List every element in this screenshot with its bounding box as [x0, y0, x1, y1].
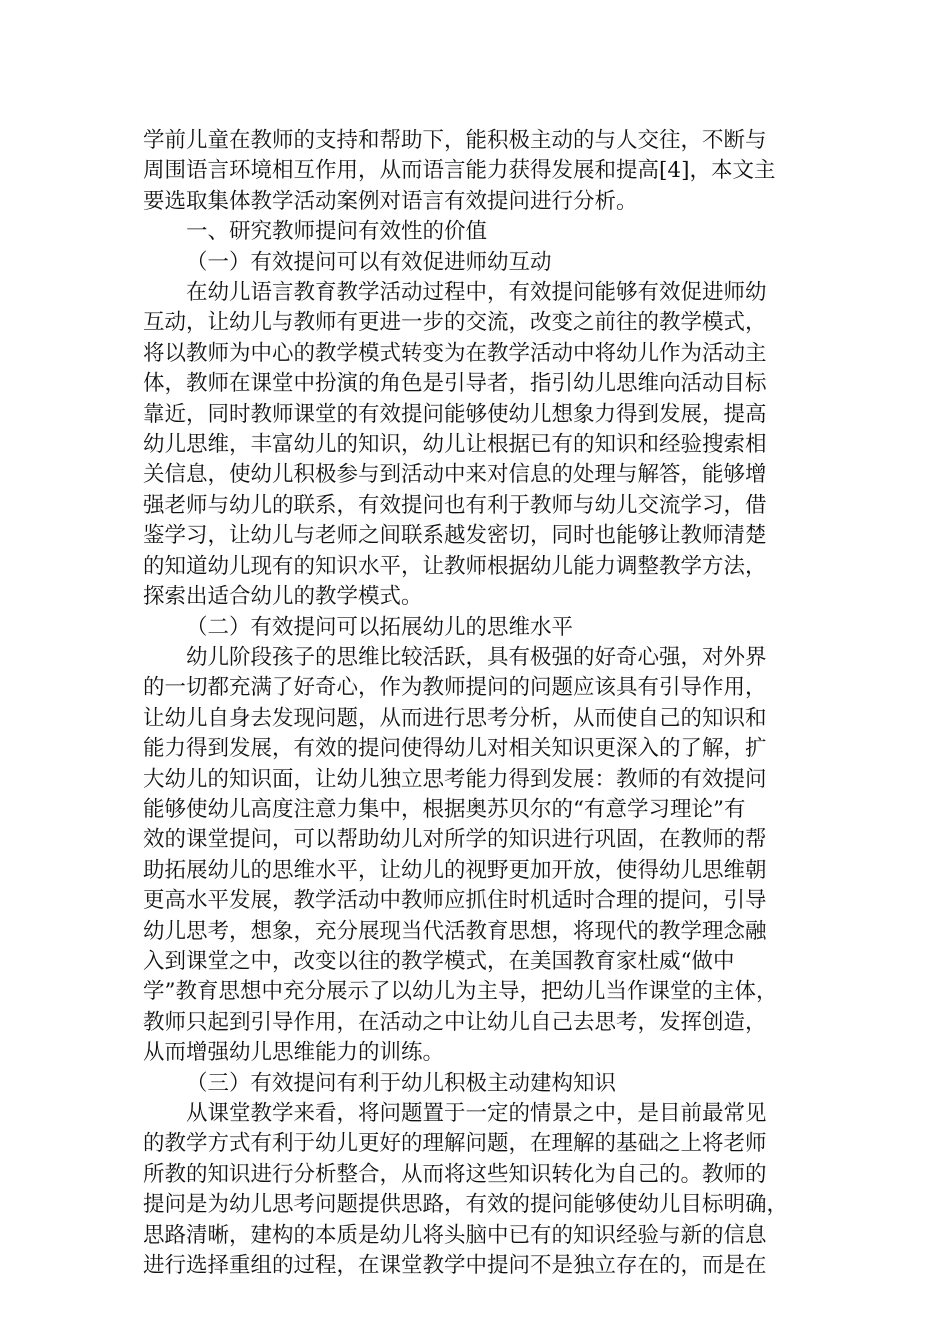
text-line: 进行选择重组的过程，在课堂教学中提问不是独立存在的，而是在	[143, 1253, 767, 1279]
text-line: 教师只起到引导作用，在活动之中让幼儿自己去思考，发挥创造，	[143, 1009, 767, 1035]
text-line: 探索出适合幼儿的教学模式。	[143, 584, 423, 610]
text-line: 体，教师在课堂中扮演的角色是引导者，指引幼儿思维向活动目标	[143, 371, 767, 397]
text-line: 鉴学习，让幼儿与老师之间联系越发密切，同时也能够让教师清楚	[143, 523, 767, 549]
text-line: 的一切都充满了好奇心，作为教师提问的问题应该具有引导作用，	[143, 675, 767, 701]
subsection-heading-text: （三）有效提问有利于幼儿积极主动建构知识	[186, 1070, 617, 1096]
text-line: 助拓展幼儿的思维水平，让幼儿的视野更加开放，使得幼儿思维朝	[143, 857, 767, 883]
text-line: 从而增强幼儿思维能力的训练。	[143, 1040, 445, 1066]
paragraph-thinking	[143, 643, 823, 1069]
subsection-heading-2	[143, 613, 823, 643]
text-line: 学前儿童在教师的支持和帮助下，能积极主动的与人交往，不断与	[143, 128, 767, 153]
paragraph-interaction	[143, 278, 823, 612]
paragraph-intro	[143, 126, 823, 217]
text-line: 的知道幼儿现有的知识水平，让教师根据幼儿能力调整教学方法，	[143, 553, 767, 579]
text-line: 互动，让幼儿与教师有更进一步的交流，改变之前往的教学模式，	[143, 310, 767, 336]
subsection-heading-text: （二）有效提问可以拓展幼儿的思维水平	[186, 614, 574, 640]
text-line: 关信息，使幼儿积极参与到活动中来对信息的处理与解答，能够增	[143, 462, 767, 488]
text-line: 周围语言环境相互作用，从而语言能力获得发展和提高[4]，本文主	[143, 158, 776, 184]
text-line: 入到课堂之中，改变以往的教学模式，在美国教育家杜威“做中	[143, 948, 735, 974]
text-line: 思路清晰，建构的本质是幼儿将头脑中已有的知识经验与新的信息	[143, 1222, 767, 1248]
text-line: 效的课堂提问，可以帮助幼儿对所学的知识进行巩固，在教师的帮	[143, 827, 767, 853]
text-line: 从课堂教学来看，将问题置于一定的情景之中，是目前最常见	[186, 1101, 767, 1126]
text-line: 靠近，同时教师课堂的有效提问能够使幼儿想象力得到发展，提高	[143, 401, 767, 427]
text-line: 大幼儿的知识面，让幼儿独立思考能力得到发展：教师的有效提问	[143, 766, 767, 792]
text-line: 在幼儿语言教育教学活动过程中，有效提问能够有效促进师幼	[186, 280, 767, 306]
text-line: 提问是为幼儿思考问题提供思路，有效的提问能够使幼儿目标明确，	[143, 1192, 789, 1218]
subsection-heading-1	[143, 248, 823, 278]
text-line: 将以教师为中心的教学模式转变为在教学活动中将幼儿作为活动主	[143, 340, 767, 366]
text-line: 强老师与幼儿的联系，有效提问也有利于教师与幼儿交流学习，借	[143, 492, 767, 518]
section-heading-text: 一、研究教师提问有效性的价值	[186, 219, 488, 245]
text-line: 让幼儿自身去发现问题，从而进行思考分析，从而使自己的知识和	[143, 705, 767, 731]
document-page	[143, 126, 823, 1281]
text-line: 所教的知识进行分析整合，从而将这些知识转化为自己的。教师的	[143, 1161, 767, 1187]
subsection-heading-text: （一）有效提问可以有效促进师幼互动	[186, 249, 552, 275]
text-line: 要选取集体教学活动案例对语言有效提问进行分析。	[143, 188, 638, 214]
text-line: 能力得到发展，有效的提问使得幼儿对相关知识更深入的了解，扩	[143, 736, 767, 762]
text-line: 幼儿思考，想象，充分展现当代活教育思想，将现代的教学理念融	[143, 918, 767, 944]
section-heading	[143, 217, 823, 247]
paragraph-construction	[143, 1099, 823, 1281]
text-line: 更高水平发展，教学活动中教师应抓住时机适时合理的提问，引导	[143, 888, 767, 914]
text-line: 能够使幼儿高度注意力集中，根据奥苏贝尔的“有意学习理论”有	[143, 796, 746, 822]
text-line: 的教学方式有利于幼儿更好的理解问题，在理解的基础之上将老师	[143, 1131, 767, 1157]
text-line: 学”教育思想中充分展示了以幼儿为主导，把幼儿当作课堂的主体，	[143, 979, 778, 1005]
subsection-heading-3	[143, 1069, 823, 1099]
text-line: 幼儿阶段孩子的思维比较活跃，具有极强的好奇心强，对外界	[186, 644, 767, 670]
text-line: 幼儿思维，丰富幼儿的知识，幼儿让根据已有的知识和经验搜索相	[143, 432, 767, 458]
